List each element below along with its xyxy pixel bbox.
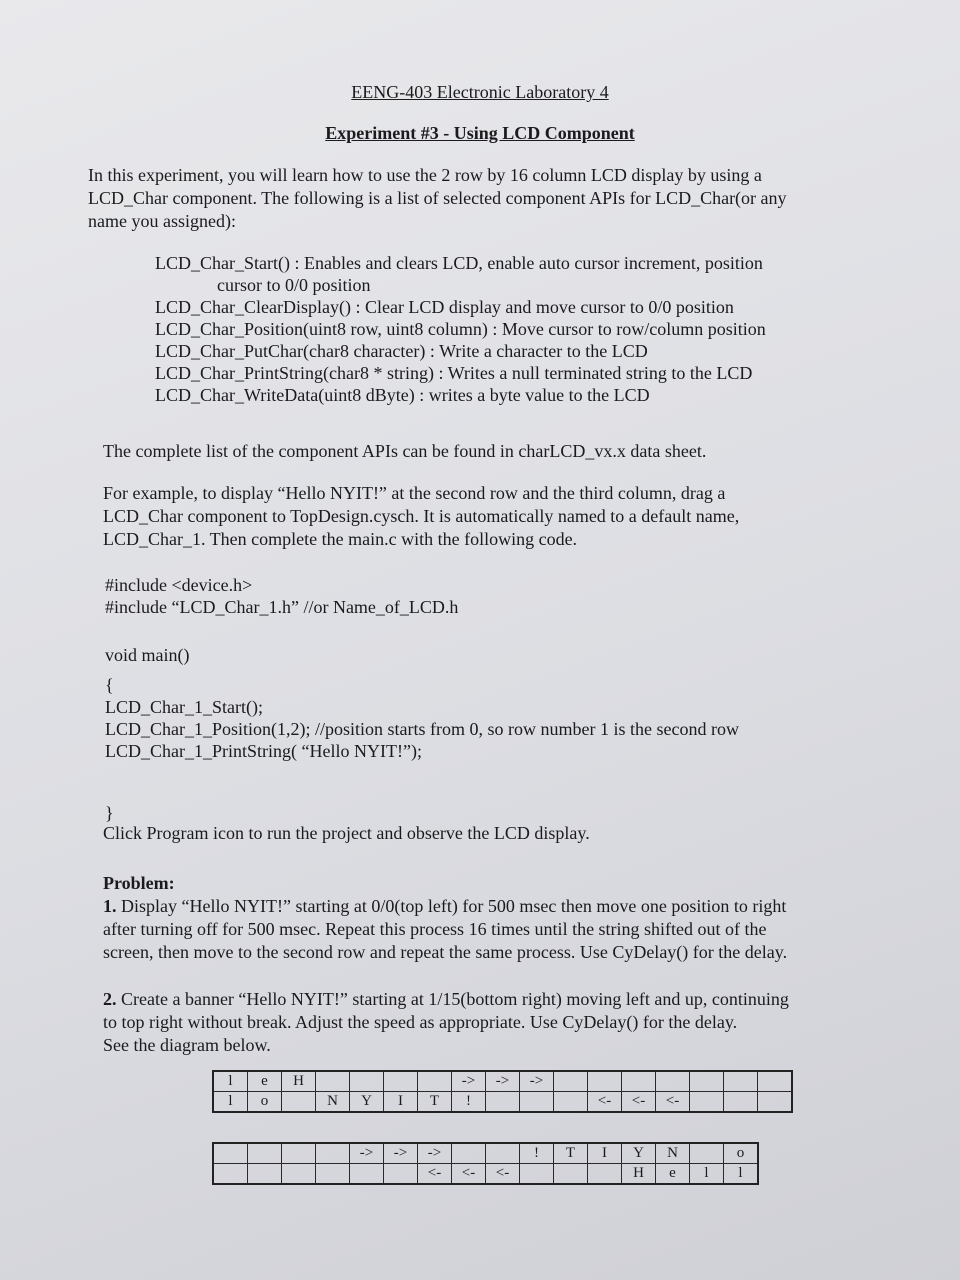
- problem-2-number: 2.: [103, 989, 117, 1009]
- lcd-cell: [690, 1143, 724, 1164]
- api-item: LCD_Char_WriteData(uint8 dByte) : writes a byte value to the LCD: [155, 385, 650, 405]
- lcd-cell: [588, 1071, 622, 1092]
- problem-1-number: 1.: [103, 896, 117, 916]
- example-line: LCD_Char component to TopDesign.cysch. It is automatically named to a default name,: [103, 506, 740, 526]
- lcd-row: [213, 1164, 758, 1185]
- lcd-cell: [384, 1071, 418, 1092]
- lcd-cell: [350, 1071, 384, 1092]
- lcd-cell: l: [213, 1092, 248, 1113]
- lcd-cell: [486, 1143, 520, 1164]
- lcd-cell: [486, 1092, 520, 1113]
- main-code-block: [105, 644, 905, 824]
- api-item-continuation: cursor to 0/0 position: [217, 275, 371, 295]
- intro-paragraph: [88, 164, 878, 233]
- lcd-cell: !: [452, 1092, 486, 1113]
- lcd-cell: H: [282, 1071, 316, 1092]
- lcd-cell: <-: [486, 1164, 520, 1185]
- intro-line: name you assigned):: [88, 211, 236, 231]
- lcd-grid: [212, 1142, 759, 1185]
- lcd-cell: Y: [350, 1092, 384, 1113]
- lcd-cell: [724, 1092, 758, 1113]
- code-line: LCD_Char_1_Start();: [105, 697, 263, 717]
- lcd-cell: I: [588, 1143, 622, 1164]
- lcd-cell: [758, 1092, 793, 1113]
- lcd-cell: [213, 1164, 248, 1185]
- problem-2-line: See the diagram below.: [103, 1035, 271, 1055]
- lcd-cell: <-: [418, 1164, 452, 1185]
- lcd-cell: ->: [452, 1071, 486, 1092]
- lcd-cell: [690, 1071, 724, 1092]
- lcd-cell: <-: [622, 1092, 656, 1113]
- lcd-cell: !: [520, 1143, 554, 1164]
- lcd-cell: o: [724, 1143, 759, 1164]
- api-item: LCD_Char_ClearDisplay() : Clear LCD display and move cursor to 0/0 position: [155, 297, 734, 317]
- lcd-cell: T: [418, 1092, 452, 1113]
- example-line: LCD_Char_1. Then complete the main.c with the following code.: [103, 529, 578, 549]
- lcd-row: [213, 1092, 792, 1113]
- lcd-cell: ->: [384, 1143, 418, 1164]
- code-line: LCD_Char_1_Position(1,2); //position starts from 0, so row number 1 is the second row: [105, 719, 739, 739]
- code-line: }: [105, 803, 114, 823]
- lcd-cell: N: [316, 1092, 350, 1113]
- intro-line: LCD_Char component. The following is a list of selected component APIs for LCD_Char(or any: [88, 188, 787, 208]
- lcd-cell: [758, 1071, 793, 1092]
- example-line: For example, to display “Hello NYIT!” at the second row and the third column, drag a: [103, 483, 726, 503]
- api-item: LCD_Char_PutChar(char8 character) : Write a character to the LCD: [155, 341, 648, 361]
- lcd-cell: <-: [452, 1164, 486, 1185]
- lcd-cell: [622, 1071, 656, 1092]
- lcd-cell: [520, 1092, 554, 1113]
- lcd-cell: [350, 1164, 384, 1185]
- lcd-cell: <-: [588, 1092, 622, 1113]
- lcd-cell: [248, 1164, 282, 1185]
- lcd-cell: ->: [350, 1143, 384, 1164]
- code-line: void main(): [105, 645, 190, 665]
- lcd-cell: [554, 1164, 588, 1185]
- problem-1-line: [103, 895, 903, 918]
- lcd-row: [213, 1071, 792, 1092]
- lcd-cell: l: [690, 1164, 724, 1185]
- lcd-cell: [316, 1164, 350, 1185]
- problem-1-text: Display “Hello NYIT!” starting at 0/0(top left) for 500 msec then move one position to right: [116, 896, 787, 916]
- lcd-cell: [282, 1164, 316, 1185]
- code-line: #include <device.h>: [105, 575, 253, 595]
- lcd-cell: l: [213, 1071, 248, 1092]
- lcd-cell: [588, 1164, 622, 1185]
- lcd-cell: [656, 1071, 690, 1092]
- click-program-note: Click Program icon to run the project and observe the LCD display.: [103, 823, 590, 843]
- api-item: LCD_Char_PrintString(char8 * string) : Writes a null terminated string to the LCD: [155, 363, 753, 383]
- lcd-cell: ->: [520, 1071, 554, 1092]
- lcd-cell: [690, 1092, 724, 1113]
- api-item: LCD_Char_Position(uint8 row, uint8 column) : Move cursor to row/column position: [155, 319, 766, 339]
- lcd-cell: [554, 1092, 588, 1113]
- experiment-title: Experiment #3 - Using LCD Component: [325, 123, 635, 143]
- lcd-cell: [316, 1143, 350, 1164]
- lcd-cell: e: [656, 1164, 690, 1185]
- lcd-cell: e: [248, 1071, 282, 1092]
- lcd-cell: [316, 1071, 350, 1092]
- lcd-cell: H: [622, 1164, 656, 1185]
- lcd-cell: ->: [486, 1071, 520, 1092]
- lcd-cell: <-: [656, 1092, 690, 1113]
- lcd-cell: Y: [622, 1143, 656, 1164]
- problem-2-line: [103, 988, 903, 1011]
- lcd-cell: [520, 1164, 554, 1185]
- code-line: LCD_Char_1_PrintString( “Hello NYIT!”);: [105, 741, 422, 761]
- problem-1-line: after turning off for 500 msec. Repeat this process 16 times until the string shifted out of the: [103, 919, 767, 939]
- lcd-cell: I: [384, 1092, 418, 1113]
- problem-title: Problem:: [103, 873, 175, 893]
- lcd-cell: N: [656, 1143, 690, 1164]
- lcd-cell: [282, 1092, 316, 1113]
- lcd-row: [213, 1143, 758, 1164]
- lcd-cell: l: [724, 1164, 759, 1185]
- api-item: LCD_Char_Start() : Enables and clears LCD, enable auto cursor increment, position: [155, 253, 763, 273]
- example-paragraph: [103, 482, 883, 551]
- lcd-diagram-top: [212, 1070, 793, 1113]
- course-title: EENG-403 Electronic Laboratory 4: [351, 82, 609, 102]
- lcd-diagram-bottom: [212, 1142, 759, 1185]
- api-list: [155, 252, 835, 406]
- lcd-grid: [212, 1070, 793, 1113]
- lcd-cell: [248, 1143, 282, 1164]
- intro-line: In this experiment, you will learn how to use the 2 row by 16 column LCD display by using a: [88, 165, 762, 185]
- lcd-cell: [282, 1143, 316, 1164]
- code-line: #include “LCD_Char_1.h” //or Name_of_LCD.h: [105, 597, 459, 617]
- lcd-cell: [452, 1143, 486, 1164]
- code-line: {: [105, 675, 114, 695]
- lcd-cell: o: [248, 1092, 282, 1113]
- problem-1-line: screen, then move to the second row and repeat the same process. Use CyDelay() for the delay.: [103, 942, 788, 962]
- lcd-cell: [554, 1071, 588, 1092]
- include-block: [105, 574, 458, 618]
- lcd-cell: [213, 1143, 248, 1164]
- problem-2-text: Create a banner “Hello NYIT!” starting at 1/15(bottom right) moving left and up, continuing: [116, 989, 789, 1009]
- lcd-cell: [384, 1164, 418, 1185]
- lcd-cell: ->: [418, 1143, 452, 1164]
- lcd-cell: T: [554, 1143, 588, 1164]
- lcd-cell: [724, 1071, 758, 1092]
- problem-section: [103, 872, 903, 1057]
- lcd-cell: [418, 1071, 452, 1092]
- complete-list-note: The complete list of the component APIs can be found in charLCD_vx.x data sheet.: [103, 441, 707, 461]
- problem-2-line: to top right without break. Adjust the speed as appropriate. Use CyDelay() for the delay.: [103, 1012, 738, 1032]
